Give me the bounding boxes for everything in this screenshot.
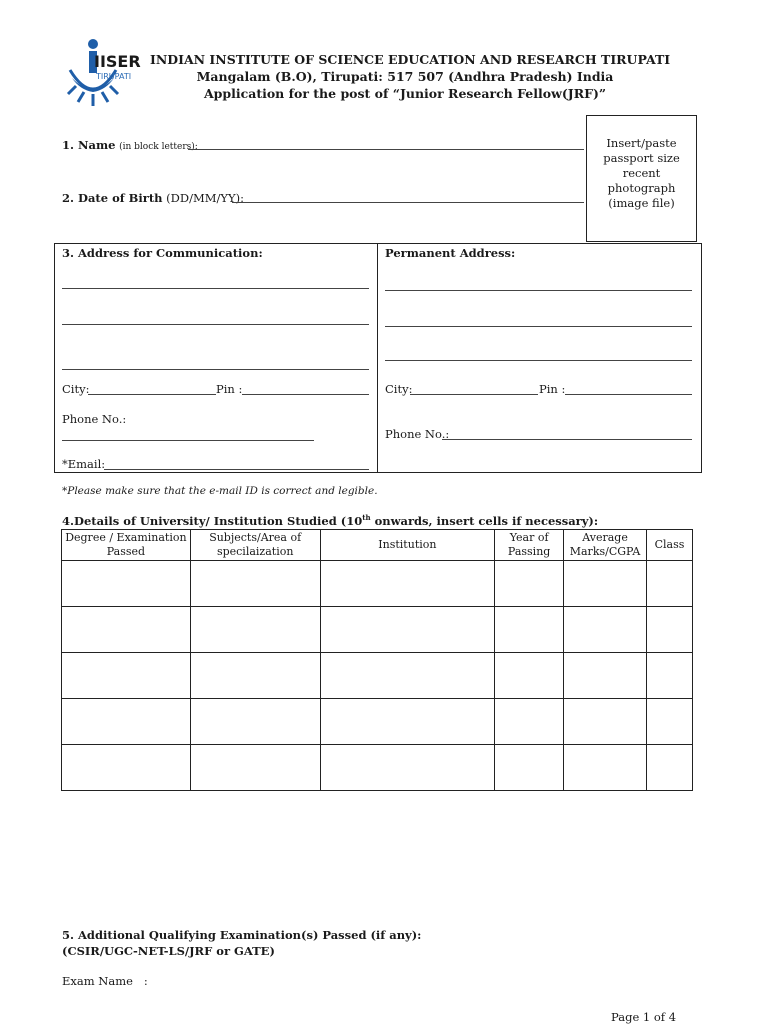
table-cell[interactable] xyxy=(62,561,191,607)
education-title-a: 4.Details of University/ Institution Studied (10 xyxy=(62,513,363,528)
table-cell[interactable] xyxy=(190,561,320,607)
comm-phone-line[interactable] xyxy=(62,440,314,441)
dob-label xyxy=(62,191,244,205)
name-input-line[interactable] xyxy=(188,149,584,150)
perm-address-line-1[interactable] xyxy=(385,290,692,291)
table-cell[interactable] xyxy=(647,745,693,791)
col-institution: Institution xyxy=(320,530,495,561)
additional-subtitle: (CSIR/UGC-NET-LS/JRF or GATE) xyxy=(62,944,275,958)
photo-line-3: recent xyxy=(622,166,661,180)
education-title-sup: th xyxy=(362,513,371,522)
institute-title: INDIAN INSTITUTE OF SCIENCE EDUCATION AND RESEARCH TIRUPATI xyxy=(150,52,671,67)
name-hint: (in block letters): xyxy=(119,142,198,152)
table-cell[interactable] xyxy=(320,607,495,653)
logo-sub: TIRUPATI xyxy=(96,72,132,81)
perm-phone-label: Phone No.: xyxy=(385,427,450,441)
logo-brand: IISER xyxy=(94,52,141,71)
perm-pin-line[interactable] xyxy=(565,394,692,395)
table-row xyxy=(62,745,693,791)
table-cell[interactable] xyxy=(647,699,693,745)
table-row xyxy=(62,699,693,745)
table-cell[interactable] xyxy=(320,561,495,607)
perm-address-title: Permanent Address: xyxy=(385,246,516,260)
perm-city-line[interactable] xyxy=(410,394,538,395)
email-label: *Email: xyxy=(62,457,106,471)
table-cell[interactable] xyxy=(320,699,495,745)
photo-box[interactable] xyxy=(586,115,697,242)
post-title: Application for the post of “Junior Research Fellow(JRF)” xyxy=(203,86,607,101)
table-cell[interactable] xyxy=(190,745,320,791)
institute-logo xyxy=(66,38,146,108)
photo-line-4: photograph xyxy=(607,181,676,195)
table-cell[interactable] xyxy=(62,607,191,653)
photo-line-5: (image file) xyxy=(608,196,675,210)
name-label xyxy=(62,138,198,152)
page-number: Page 1 of 4 xyxy=(611,1010,677,1024)
table-cell[interactable] xyxy=(62,745,191,791)
name-label-text: 1. Name xyxy=(62,138,116,152)
address-divider xyxy=(377,243,378,473)
perm-phone-line[interactable] xyxy=(442,439,692,440)
table-cell[interactable] xyxy=(190,653,320,699)
comm-address-line-1[interactable] xyxy=(62,288,369,289)
perm-address-line-2[interactable] xyxy=(385,326,692,327)
table-cell[interactable] xyxy=(495,745,564,791)
comm-city-label: City: xyxy=(62,382,90,396)
education-title xyxy=(62,513,598,528)
comm-pin-line[interactable] xyxy=(242,394,369,395)
col-subjects: Subjects/Area of specilaization xyxy=(190,530,320,561)
table-row xyxy=(62,561,693,607)
table-cell[interactable] xyxy=(495,653,564,699)
col-degree: Degree / Examination Passed xyxy=(62,530,191,561)
comm-address-line-3[interactable] xyxy=(62,369,369,370)
comm-address-title: 3. Address for Communication: xyxy=(62,246,263,260)
dob-hint: (DD/MM/YY): xyxy=(166,191,244,205)
comm-city-line[interactable] xyxy=(88,394,216,395)
education-header-row xyxy=(62,530,693,561)
table-row xyxy=(62,607,693,653)
col-marks: Average Marks/CGPA xyxy=(564,530,647,561)
col-class: Class xyxy=(647,530,693,561)
photo-line-1: Insert/paste xyxy=(606,136,677,150)
institute-address: Mangalam (B.O), Tirupati: 517 507 (Andhra Pradesh) India xyxy=(196,69,614,84)
perm-pin-label: Pin : xyxy=(539,382,566,396)
email-note: *Please make sure that the e-mail ID is correct and legible. xyxy=(62,485,378,497)
table-cell[interactable] xyxy=(564,561,647,607)
education-table xyxy=(61,529,693,791)
photo-line-2: passport size xyxy=(603,151,680,165)
dob-input-line[interactable] xyxy=(232,202,584,203)
table-cell[interactable] xyxy=(647,561,693,607)
col-year: Year of Passing xyxy=(495,530,564,561)
table-row xyxy=(62,653,693,699)
table-cell[interactable] xyxy=(62,699,191,745)
dob-label-text: 2. Date of Birth xyxy=(62,191,163,205)
table-cell[interactable] xyxy=(564,745,647,791)
comm-address-line-2[interactable] xyxy=(62,324,369,325)
table-cell[interactable] xyxy=(62,653,191,699)
table-cell[interactable] xyxy=(320,653,495,699)
additional-title: 5. Additional Qualifying Examination(s) Passed (if any): xyxy=(62,928,422,942)
exam-name-label: Exam Name : xyxy=(62,974,148,988)
perm-address-line-3[interactable] xyxy=(385,360,692,361)
table-cell[interactable] xyxy=(564,699,647,745)
table-cell[interactable] xyxy=(190,607,320,653)
table-cell[interactable] xyxy=(564,607,647,653)
table-cell[interactable] xyxy=(495,561,564,607)
table-cell[interactable] xyxy=(647,653,693,699)
perm-city-label: City: xyxy=(385,382,413,396)
table-cell[interactable] xyxy=(495,607,564,653)
comm-phone-label: Phone No.: xyxy=(62,412,127,426)
table-cell[interactable] xyxy=(190,699,320,745)
email-line[interactable] xyxy=(104,469,369,470)
comm-pin-label: Pin : xyxy=(216,382,243,396)
table-cell[interactable] xyxy=(564,653,647,699)
education-title-b: onwards, insert cells if necessary): xyxy=(370,513,599,528)
table-cell[interactable] xyxy=(320,745,495,791)
table-cell[interactable] xyxy=(495,699,564,745)
table-cell[interactable] xyxy=(647,607,693,653)
